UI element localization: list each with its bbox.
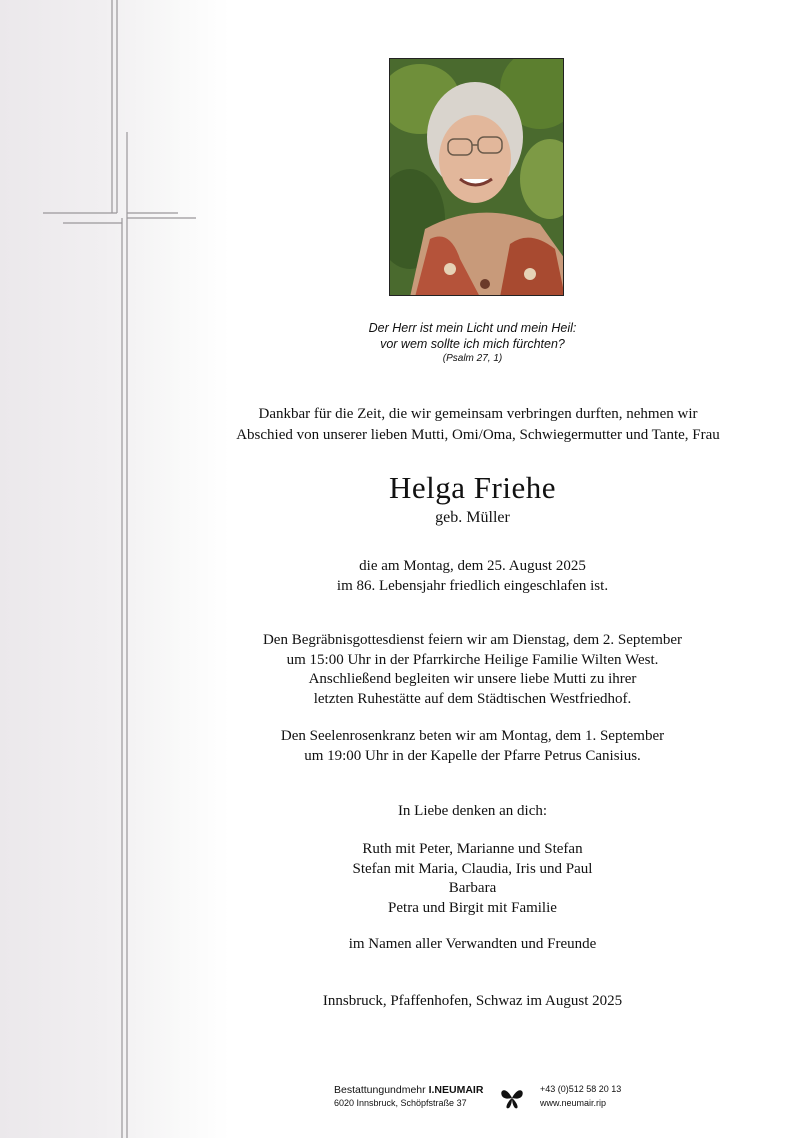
place-date: Innsbruck, Pfaffenhofen, Schwaz im August 2025: [322, 993, 623, 1009]
family-member: Stefan mit Maria, Claudia, Iris und Paul: [352, 860, 593, 877]
rosary-line-2: um 19:00 Uhr in der Kapelle der Pfarre Petrus Canisius.: [304, 747, 641, 764]
funeral-line-2: um 15:00 Uhr in der Pfarrkirche Heilige Familie Wilten West.: [286, 651, 659, 668]
brand-regular: Bestattungundmehr: [334, 1084, 426, 1096]
brand-bold: I.NEUMAIR: [428, 1084, 484, 1096]
funeral-home-phone: +43 (0)512 58 20 13: [540, 1084, 622, 1094]
rosary-info: [230, 727, 715, 766]
maiden-name: geb. Müller: [435, 509, 510, 526]
funeral-info: [230, 631, 715, 709]
intro-line-1: Dankbar für die Zeit, die wir gemeinsam verbringen durften, nehmen wir: [258, 406, 698, 422]
death-line-1: die am Montag, dem 25. August 2025: [359, 558, 586, 574]
funeral-home-website: www.neumair.rip: [540, 1098, 607, 1108]
family-member: Ruth mit Peter, Marianne und Stefan: [362, 841, 583, 857]
intro-line-2: Abschied von unserer lieben Mutti, Omi/Oma, Schwiegermutter und Tante, Frau: [236, 427, 720, 443]
butterfly-icon: [498, 1084, 526, 1112]
family-list: [230, 840, 715, 918]
funeral-line-4: letzten Ruhestätte auf dem Städtischen Westfriedhof.: [313, 690, 632, 707]
cross-icon: [0, 0, 230, 1138]
portrait-photo: [389, 58, 564, 296]
family-member: Barbara: [448, 880, 497, 896]
family-member: Petra und Birgit mit Familie: [388, 899, 557, 916]
on-behalf-line: im Namen aller Verwandten und Freunde: [348, 936, 597, 952]
love-heading: In Liebe denken an dich:: [397, 803, 548, 819]
psalm-quote: [230, 320, 715, 365]
funeral-line-1: Den Begräbnisgottesdienst feiern wir am Dienstag, dem 2. September: [262, 632, 683, 648]
funeral-home-address: 6020 Innsbruck, Schöpfstraße 37: [334, 1098, 467, 1108]
funeral-home-brand: [334, 1084, 483, 1096]
psalm-reference: (Psalm 27, 1): [442, 353, 503, 364]
funeral-line-3: Anschließend begleiten wir unsere liebe Mutti zu ihrer: [308, 671, 637, 687]
rosary-line-1: Den Seelenrosenkranz beten wir am Montag, dem 1. September: [280, 728, 665, 744]
deceased-name: Helga Friehe: [389, 470, 556, 505]
funeral-home-footer: [334, 1084, 634, 1114]
psalm-line-1: Der Herr ist mein Licht und mein Heil:: [368, 321, 577, 335]
death-notice: [230, 557, 715, 596]
intro-text: [170, 404, 786, 446]
psalm-line-2: vor wem sollte ich mich fürchten?: [380, 337, 565, 351]
death-line-2: im 86. Lebensjahr friedlich eingeschlafen ist.: [336, 577, 609, 594]
